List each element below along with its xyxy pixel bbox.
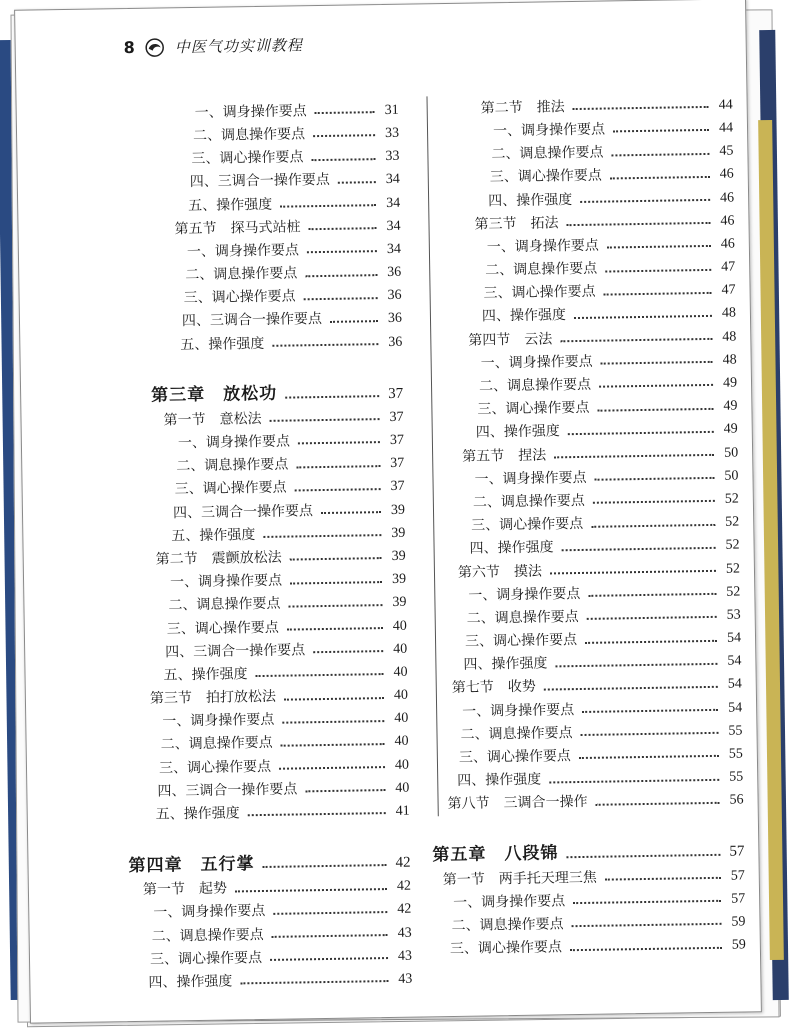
dot-leader	[550, 569, 716, 575]
toc-entry-title: 四、操作强度	[475, 423, 560, 442]
dot-leader	[248, 812, 386, 817]
dot-leader	[570, 945, 722, 950]
dot-leader	[315, 110, 375, 114]
dot-leader	[613, 128, 709, 133]
toc-entry-page-number: 52	[724, 491, 739, 507]
toc-entry-title: 一、调身操作要点	[492, 121, 606, 140]
toc-entry-page-number: 52	[725, 514, 740, 530]
toc-entry-title: 第三章 放松功	[151, 384, 278, 407]
dot-leader	[568, 430, 714, 435]
toc-entry-page-number: 52	[725, 537, 740, 554]
toc-entry-title: 一、调身操作要点	[474, 469, 587, 488]
toc-right-column	[414, 90, 746, 958]
toc-entry-page-number: 57	[731, 891, 746, 907]
toc-entry-title: 第六节 摸法	[457, 563, 543, 581]
dot-leader	[588, 592, 716, 597]
toc-entry-title: 五、操作强度	[163, 666, 248, 684]
toc-entry-title: 第一节 意松法	[163, 410, 262, 429]
toc-chapter-entry[interactable]	[121, 362, 404, 406]
toc-entry-title: 二、调息操作要点	[460, 724, 573, 743]
toc-entry-title: 三、调心操作要点	[464, 632, 578, 650]
dot-leader	[235, 887, 387, 892]
toc-entry-title: 三、调心操作要点	[183, 288, 296, 307]
dot-leader	[272, 933, 388, 938]
toc-entry-page-number: 34	[386, 218, 401, 234]
toc-entry-page-number: 37	[390, 479, 405, 495]
toc-entry-page-number: 37	[388, 385, 404, 402]
toc-entry-page-number: 54	[728, 700, 743, 716]
dot-leader	[304, 296, 378, 300]
toc-entry-title: 四、操作强度	[469, 539, 554, 558]
toc-entry-title: 三、调心操作要点	[449, 939, 563, 958]
toc-entry-page-number: 33	[385, 148, 400, 165]
toc-entry-title: 四、操作强度	[148, 973, 233, 991]
dot-leader	[313, 649, 383, 653]
toc-entry-page-number: 59	[731, 914, 746, 930]
toc-entry-page-number: 39	[391, 571, 407, 588]
dot-leader	[573, 105, 709, 110]
dot-leader	[263, 864, 387, 869]
dot-leader	[597, 407, 713, 412]
toc-entry-title: 第一节 起势	[142, 880, 228, 899]
dot-leader	[610, 175, 710, 180]
toc-entry-title: 一、调身操作要点	[462, 701, 575, 720]
toc-entry-title: 二、调息操作要点	[151, 926, 264, 945]
toc-entry-page-number: 40	[394, 757, 410, 773]
toc-entry-page-number: 40	[395, 780, 410, 796]
toc-entry-page-number: 39	[392, 595, 407, 611]
toc-entry-page-number: 44	[718, 97, 733, 113]
toc-entry-page-number: 47	[721, 259, 736, 275]
toc-entry-title: 五、操作强度	[188, 196, 273, 214]
toc-entry-page-number: 48	[721, 305, 737, 322]
toc-entry-page-number: 40	[394, 711, 409, 727]
toc-entry-title: 四、三调合一操作要点	[181, 311, 323, 330]
dot-leader	[605, 267, 711, 272]
toc-entry-page-number: 59	[731, 937, 746, 953]
toc-entry-title: 四、操作强度	[481, 307, 567, 325]
toc-entry-page-number: 50	[724, 445, 739, 461]
dot-leader	[272, 342, 378, 347]
toc-entry-page-number: 40	[393, 664, 408, 680]
toc-entry-page-number: 36	[388, 334, 403, 350]
toc-entry-title: 二、调息操作要点	[185, 265, 298, 284]
dot-leader	[290, 556, 382, 560]
toc-entry-page-number: 39	[390, 502, 406, 518]
toc-entry-title: 第五节 探马式站桩	[174, 219, 301, 238]
toc-entry-page-number: 56	[729, 792, 744, 809]
toc-entry-page-number: 53	[726, 607, 741, 623]
dot-leader	[572, 922, 722, 927]
toc-entry-page-number: 50	[724, 468, 739, 484]
toc-entry-page-number: 40	[393, 687, 409, 704]
toc-chapter-entry[interactable]	[426, 820, 745, 865]
toc-entry-page-number: 57	[730, 868, 745, 884]
dot-leader	[582, 708, 718, 713]
toc-entry-page-number: 43	[398, 971, 413, 987]
toc-entry-page-number: 55	[729, 769, 744, 785]
toc-entry-page-number: 49	[722, 375, 738, 391]
dot-leader	[611, 151, 709, 156]
toc-entry-page-number: 55	[728, 723, 743, 739]
dot-leader	[580, 198, 710, 203]
toc-entry-page-number: 36	[387, 311, 403, 327]
running-header	[124, 34, 303, 58]
toc-entry-title: 一、调身操作要点	[153, 903, 266, 922]
toc-entry-title: 一、调身操作要点	[453, 893, 566, 911]
dot-leader	[562, 546, 716, 551]
toc-entry-title: 一、调身操作要点	[194, 103, 307, 121]
toc-entry-page-number: 54	[727, 653, 742, 669]
toc-entry-page-number: 34	[386, 195, 401, 211]
dot-leader	[549, 777, 719, 783]
toc-entry-page-number: 46	[720, 213, 735, 229]
toc-entry-title: 第四节 云法	[468, 331, 553, 349]
toc-entry-title: 第五节 捏法	[462, 447, 547, 465]
toc-entry-page-number: 45	[719, 143, 734, 159]
dot-leader	[566, 853, 720, 858]
dot-leader	[240, 979, 388, 984]
toc-entry-page-number: 52	[726, 584, 741, 600]
toc-entry-title: 四、三调合一操作要点	[172, 502, 314, 521]
toc-entry-page-number: 54	[727, 676, 742, 693]
toc-entry-title: 一、调身操作要点	[169, 572, 283, 591]
dot-leader	[307, 249, 377, 253]
dot-leader	[284, 696, 384, 701]
toc-entry-page-number: 37	[389, 432, 405, 449]
toc-entry-title: 第二节 震颤放松法	[155, 549, 282, 568]
dot-leader	[599, 383, 713, 388]
toc-entry-page-number: 42	[397, 902, 412, 918]
dot-leader	[263, 533, 381, 538]
dot-leader	[311, 157, 375, 161]
toc-entry-title: 二、调息操作要点	[478, 376, 592, 395]
toc-item-entry[interactable]	[130, 964, 412, 992]
toc-entry-title: 二、调息操作要点	[472, 492, 585, 511]
toc-entry-page-number: 42	[396, 878, 412, 895]
dot-leader	[285, 394, 379, 398]
toc-entry-page-number: 46	[720, 190, 735, 206]
toc-entry-page-number: 57	[729, 843, 745, 860]
dot-leader	[281, 742, 385, 747]
dot-leader	[605, 876, 721, 881]
toc-entry-title: 五、操作强度	[155, 805, 240, 823]
dot-leader	[574, 314, 712, 319]
toc-entry-title: 三、调心操作要点	[174, 480, 287, 498]
dot-leader	[288, 603, 382, 607]
toc-entry-title: 一、调身操作要点	[162, 712, 275, 730]
dot-leader	[256, 672, 384, 677]
toc-entry-title: 二、调息操作要点	[176, 456, 289, 475]
toc-entry-title: 三、调心操作要点	[489, 167, 602, 186]
toc-entry-page-number: 48	[722, 329, 737, 345]
toc-entry-page-number: 49	[723, 421, 738, 438]
toc-entry-page-number: 52	[725, 561, 741, 577]
toc-entry-title: 四、三调合一操作要点	[189, 172, 330, 191]
toc-entry-page-number: 37	[389, 409, 404, 425]
toc-entry-page-number: 46	[719, 166, 734, 183]
toc-entry-title: 一、调身操作要点	[186, 242, 300, 261]
toc-entry-title: 五、操作强度	[180, 335, 265, 353]
dot-leader	[601, 360, 713, 365]
toc-entry-title: 一、调身操作要点	[468, 585, 581, 604]
toc-entry-page-number: 44	[718, 120, 734, 136]
book-title: 中医气功实训教程	[174, 36, 303, 57]
toc-entry-title: 四、三调合一操作要点	[165, 642, 306, 661]
toc-entry-page-number: 47	[721, 282, 736, 299]
toc-entry-title: 三、调心操作要点	[158, 758, 272, 777]
dot-leader	[560, 337, 712, 342]
toc-entry-page-number: 39	[391, 548, 406, 564]
dot-leader	[579, 754, 719, 759]
toc-entry-title: 二、调息操作要点	[160, 735, 273, 754]
dot-leader	[593, 499, 715, 504]
toc-entry-title: 三、调心操作要点	[191, 149, 304, 168]
dot-leader	[313, 134, 375, 138]
toc-entry-page-number: 42	[395, 854, 411, 871]
toc-entry-page-number: 55	[728, 746, 743, 762]
toc-entry-page-number: 46	[720, 236, 735, 252]
dot-leader	[280, 203, 376, 208]
dot-leader	[295, 487, 381, 491]
toc-entry-title: 二、调息操作要点	[485, 260, 598, 279]
toc-entry-title: 二、调息操作要点	[466, 608, 579, 627]
toc-entry-title: 第五章 八段锦	[432, 843, 559, 866]
dot-leader	[591, 522, 715, 527]
toc-entry-page-number: 40	[393, 641, 408, 657]
toc-entry-page-number: 36	[387, 288, 402, 304]
toc-entry-title: 三、调心操作要点	[483, 284, 596, 302]
toc-entry-title: 四、操作强度	[488, 191, 573, 209]
dot-leader	[290, 580, 382, 584]
dot-leader	[321, 510, 381, 514]
toc-entry-title: 二、调息操作要点	[168, 596, 281, 614]
dot-leader	[573, 899, 721, 904]
dot-leader	[596, 801, 720, 806]
dot-leader	[567, 221, 711, 226]
toc-entry-title: 四、操作强度	[457, 771, 542, 790]
toc-entry-page-number: 43	[397, 925, 412, 941]
toc-entry-title: 第三节 拓法	[474, 215, 559, 233]
toc-page	[14, 0, 762, 1024]
toc-entry-title: 第一节 两手托天理三焦	[442, 869, 597, 888]
toc-entry-title: 三、调心操作要点	[166, 619, 279, 638]
toc-entry-page-number: 33	[384, 125, 400, 141]
dot-leader	[585, 638, 717, 643]
toc-entry-page-number: 54	[726, 630, 742, 646]
toc-entry-page-number: 49	[723, 398, 738, 414]
dot-leader	[279, 765, 385, 770]
toc-entry-title: 五、操作强度	[171, 526, 256, 545]
dot-leader	[555, 662, 717, 668]
toc-entry-title: 三、调心操作要点	[471, 516, 584, 534]
dot-leader	[330, 319, 378, 323]
toc-entry-title: 二、调息操作要点	[451, 916, 564, 935]
toc-entry-page-number: 40	[394, 734, 409, 750]
dot-leader	[309, 226, 377, 230]
toc-entry-title: 一、调身操作要点	[480, 353, 593, 372]
toc-entry-title: 三、调心操作要点	[458, 748, 571, 766]
toc-chapter-entry[interactable]	[128, 831, 411, 875]
toc-entry-title: 一、调身操作要点	[177, 433, 291, 452]
dot-leader	[287, 626, 383, 631]
toc-entry-title: 二、调息操作要点	[192, 126, 306, 144]
toc-entry-title: 三、调心操作要点	[477, 400, 590, 418]
toc-entry-title: 第三节 拍打放松法	[149, 688, 277, 707]
dot-leader	[338, 180, 376, 184]
toc-entry-page-number: 34	[385, 172, 400, 188]
dot-leader	[296, 464, 380, 468]
dot-leader	[270, 417, 380, 422]
toc-entry-title: 一、调身操作要点	[486, 237, 599, 256]
dot-leader	[604, 291, 712, 296]
dot-leader	[595, 476, 715, 481]
toc-entry-title: 四、三调合一操作要点	[157, 781, 298, 800]
page-number: 8	[123, 37, 135, 58]
toc-entry-title: 第四章 五行掌	[128, 853, 255, 876]
dot-leader	[554, 453, 714, 459]
toc-entry-page-number: 39	[391, 525, 406, 541]
toc-entry-title: 第八节 三调合一操作	[447, 794, 588, 813]
dot-leader	[581, 731, 719, 736]
toc-entry-title: 四、操作强度	[463, 655, 548, 674]
swirl-logo-icon	[145, 37, 165, 57]
dot-leader	[544, 685, 718, 691]
toc-entry-page-number: 48	[722, 352, 737, 368]
toc-entry-page-number: 40	[392, 618, 407, 634]
toc-entry-title: 第七节 收势	[451, 679, 536, 697]
toc-entry-page-number: 37	[390, 455, 405, 472]
dot-leader	[305, 788, 385, 792]
dot-leader	[273, 910, 387, 915]
dot-leader	[607, 244, 711, 249]
toc-entry-page-number: 31	[384, 102, 399, 118]
dot-leader	[587, 615, 717, 620]
dot-leader	[298, 441, 380, 445]
toc-entry-page-number: 41	[395, 803, 410, 819]
dot-leader	[282, 719, 384, 724]
dot-leader	[305, 273, 377, 277]
toc-entry-page-number: 43	[397, 948, 413, 964]
toc-entry-page-number: 36	[387, 264, 402, 281]
toc-entry-title: 第二节 推法	[480, 98, 565, 117]
toc-entry-page-number: 34	[386, 241, 402, 257]
toc-left-column	[116, 95, 412, 992]
toc-entry-title: 三、调心操作要点	[149, 949, 263, 968]
toc-entry-title: 二、调息操作要点	[491, 144, 604, 163]
dot-leader	[270, 956, 388, 961]
